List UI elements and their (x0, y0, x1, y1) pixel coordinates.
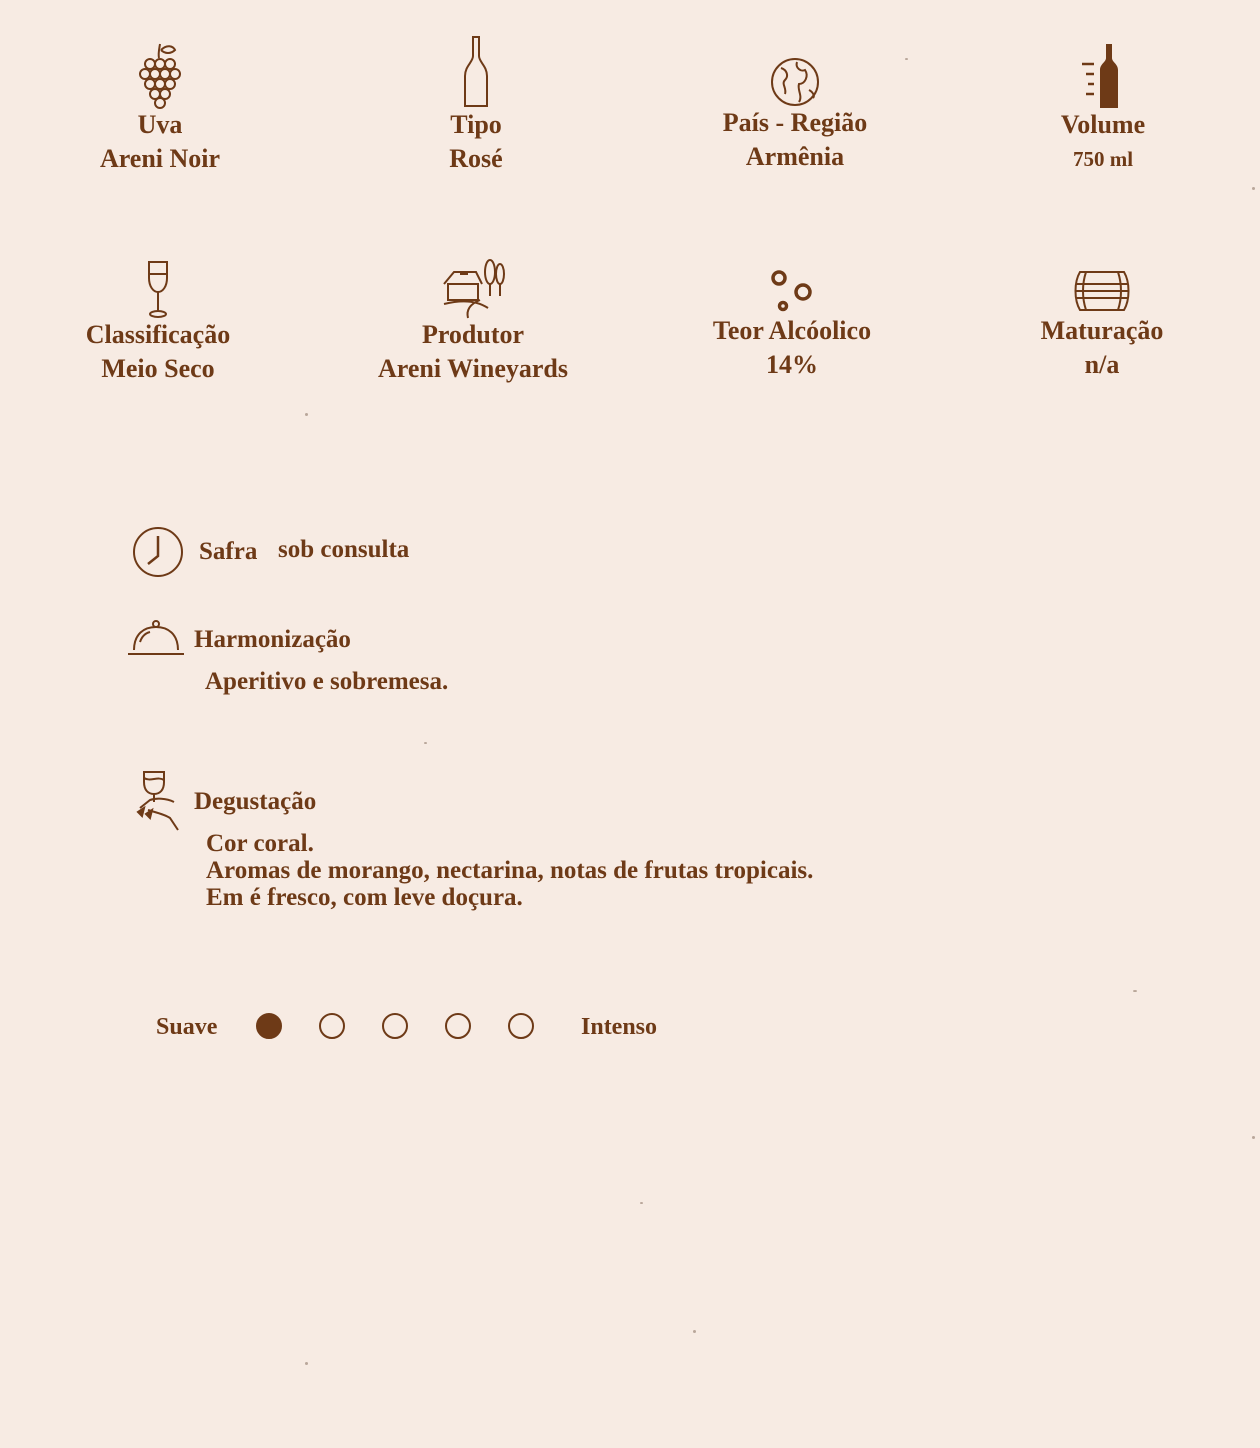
spec-label: Classificação (85, 320, 231, 349)
tasting-hand-icon (134, 768, 182, 834)
paper-speck (640, 1202, 643, 1204)
degustacao-title: Degustação (194, 788, 317, 815)
intensity-dot (319, 1013, 345, 1039)
winery-icon (440, 258, 506, 320)
spec-classificacao (58, 258, 258, 384)
globe-icon (769, 54, 821, 108)
paper-speck (1133, 990, 1137, 992)
spec-value: n/a (1084, 350, 1120, 379)
cloche-icon (126, 618, 186, 658)
spec-label: Volume (1060, 110, 1146, 139)
spec-maturacao (1002, 266, 1202, 380)
wine-glass-icon (143, 258, 173, 320)
spec-uva (60, 40, 260, 174)
bottle-volume-icon (1080, 42, 1126, 110)
degustacao-section (134, 768, 1034, 918)
spec-value: 750 ml (1072, 147, 1134, 171)
spec-value: Areni Noir (99, 144, 221, 173)
safra-value: sob consulta (278, 536, 410, 563)
intensity-dot (382, 1013, 408, 1039)
intensity-max-label: Intenso (581, 1014, 658, 1040)
spec-pais (685, 54, 905, 172)
intensity-dot (445, 1013, 471, 1039)
spec-label: Teor Alcóolico (712, 316, 872, 345)
safra-label: Safra (199, 538, 258, 565)
spec-label: Maturação (1040, 316, 1164, 345)
harmonizacao-section (126, 618, 826, 708)
barrel-icon (1072, 266, 1132, 316)
intensity-scale (156, 1010, 676, 1044)
intensity-min-label: Suave (156, 1014, 218, 1040)
grape-icon (137, 40, 183, 110)
paper-speck (305, 413, 308, 416)
harmonizacao-text: Aperitivo e sobremesa. (205, 668, 449, 695)
spec-volume (1003, 42, 1203, 174)
bottle-icon (461, 34, 491, 110)
degustacao-line: Aromas de morango, nectarina, notas de frutas tropicais. (206, 857, 814, 884)
safra-row (132, 526, 632, 580)
paper-speck (905, 58, 908, 60)
spec-value: Areni Wineyards (378, 354, 568, 383)
spec-label: Uva (137, 110, 183, 139)
spec-value: Armênia (745, 142, 845, 171)
degustacao-line: Cor coral. (206, 830, 314, 857)
spec-value: 14% (766, 350, 818, 379)
spec-label: Produtor (421, 320, 525, 349)
spec-tipo (376, 34, 576, 174)
clock-icon (132, 526, 184, 578)
spec-value: Rosé (449, 144, 503, 173)
bubbles-icon (767, 266, 817, 316)
paper-speck (693, 1330, 696, 1333)
harmonizacao-title: Harmonização (194, 626, 351, 653)
degustacao-text (206, 830, 813, 911)
degustacao-line: Em é fresco, com leve doçura. (206, 884, 523, 911)
intensity-dot (256, 1013, 282, 1039)
spec-teor (682, 266, 902, 380)
spec-label: Tipo (450, 110, 502, 139)
spec-label: País - Região (722, 108, 868, 137)
intensity-dot (508, 1013, 534, 1039)
paper-speck (1252, 1136, 1255, 1139)
paper-speck (424, 742, 427, 744)
paper-speck (1252, 187, 1255, 190)
spec-produtor (363, 258, 583, 384)
spec-value: Meio Seco (101, 354, 215, 383)
paper-speck (305, 1362, 308, 1365)
